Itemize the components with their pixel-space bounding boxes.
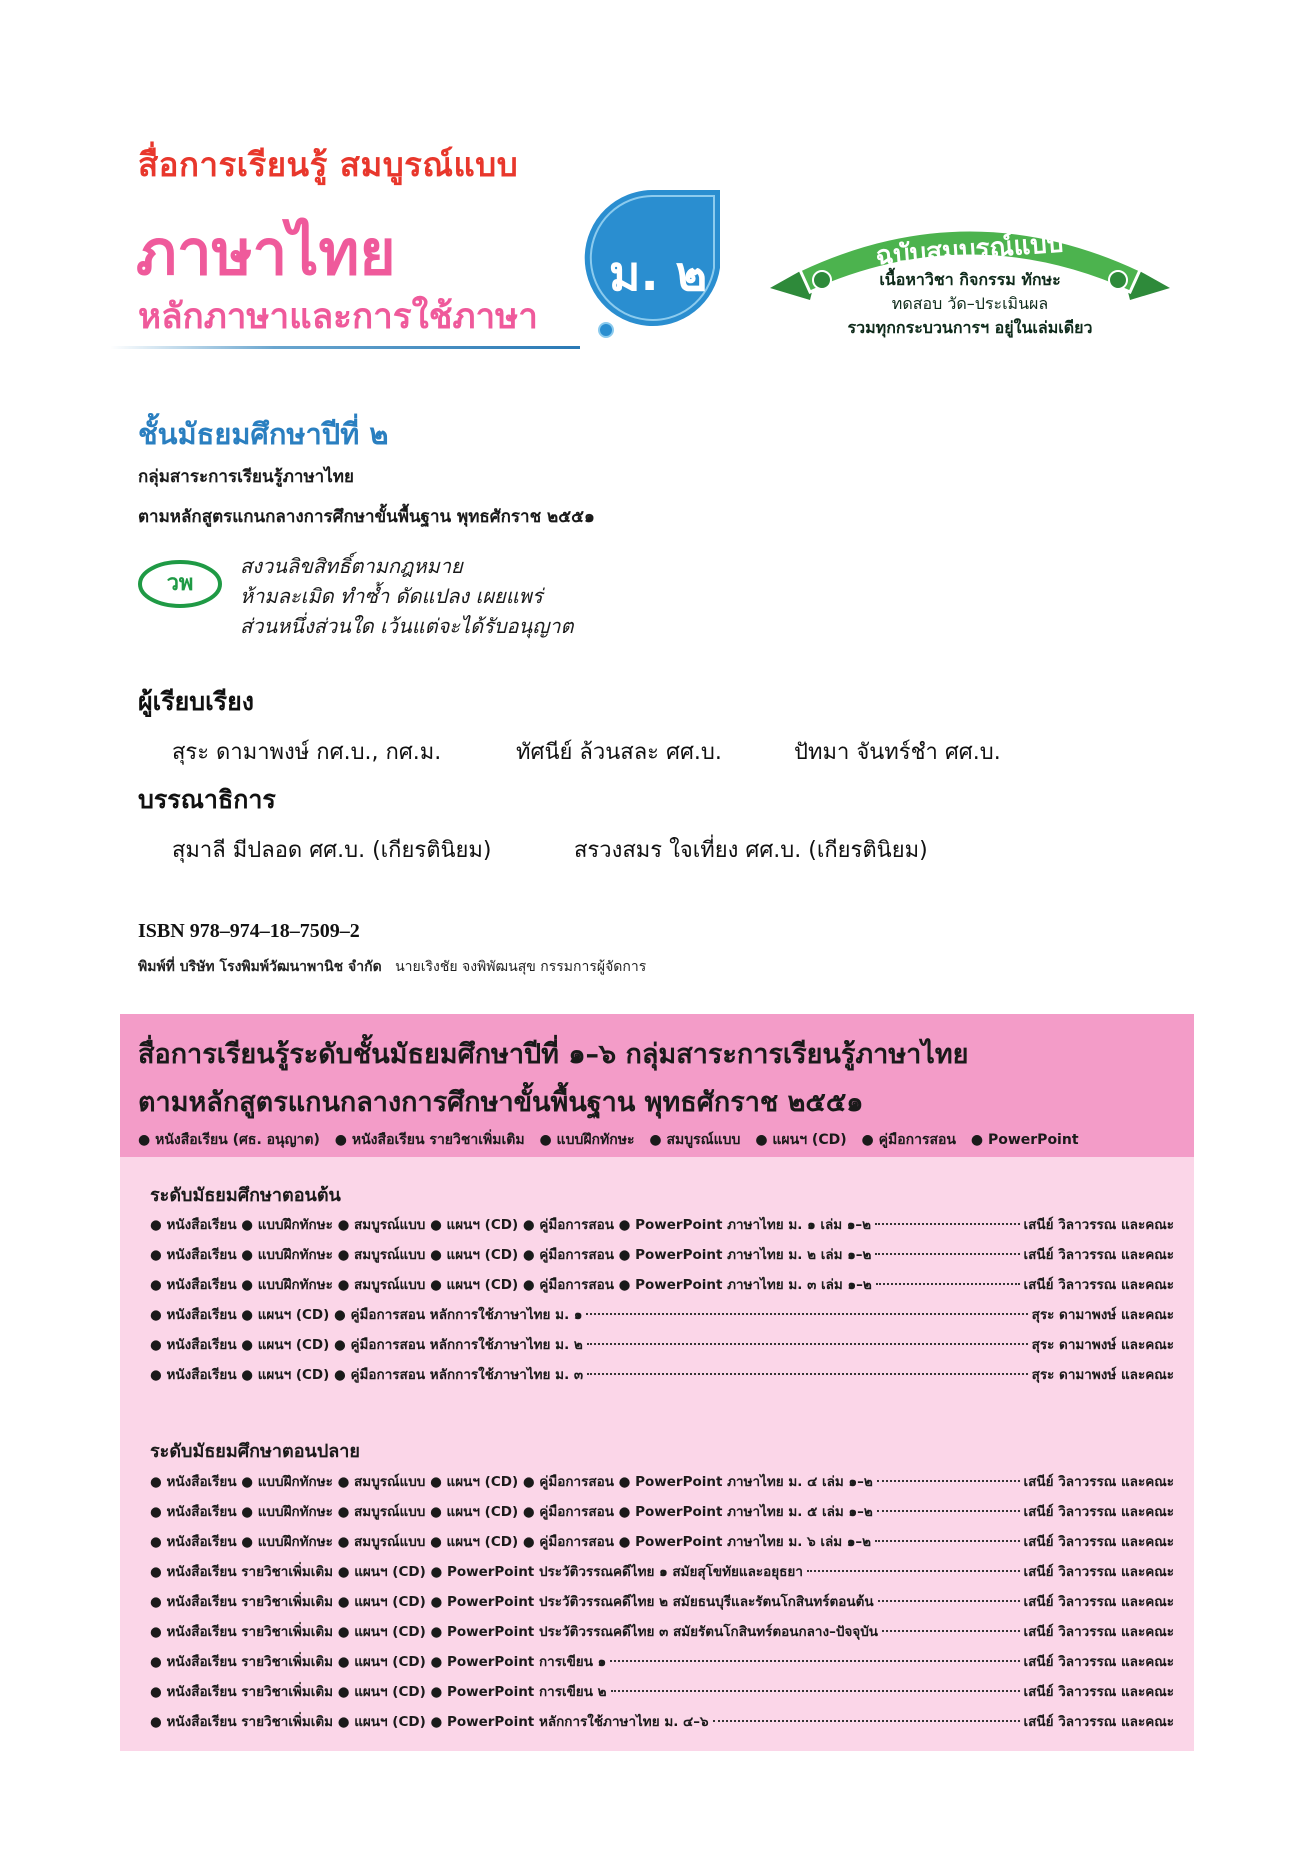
isbn: ISBN 978–974–18–7509–2 <box>138 920 360 942</box>
list-item-author: เสนีย์ วิลาวรรณ และคณะ <box>1023 1474 1174 1490</box>
list-item-desc: ● หนังสือเรียน รายวิชาเพิ่มเติม ● แผนฯ (CD) ● PowerPoint หลักการใช้ภาษาไทย ม. ๔–๖ <box>150 1714 709 1730</box>
list-item <box>150 1273 1174 1295</box>
edition-ribbon <box>760 200 1180 350</box>
type-item: ● แผนฯ (CD) <box>755 1132 847 1148</box>
list-item <box>150 1590 1174 1612</box>
list-item <box>150 1680 1174 1702</box>
ribbon-line-3: รวมทุกกระบวนการฯ อยู่ในเล่มเดียว <box>847 318 1093 337</box>
list-item-desc: ● หนังสือเรียน ● แบบฝึกทักษะ ● สมบูรณ์แบบ ● แผนฯ (CD) ● คู่มือการสอน ● PowerPoint ภาษาไทย ม. ๑ เล่ม ๑–๒ <box>150 1217 872 1233</box>
ribbon-title: ฉบับสมบูรณ์แบบ <box>874 228 1065 272</box>
printer-manager: นายเริงชัย จงพิพัฒนสุข กรรมการผู้จัดการ <box>395 959 647 975</box>
editor-name: สุมาลี มีปลอด ศศ.บ. (เกียรตินิยม) <box>172 838 492 863</box>
list-item <box>150 1333 1174 1355</box>
panel-title-line-2: ตามหลักสูตรแกนกลางการศึกษาขั้นพื้นฐาน พุทธศักราช ๒๕๕๑ <box>138 1087 864 1118</box>
series-tagline: สื่อการเรียนรู้ สมบูรณ์แบบ <box>138 145 519 184</box>
grade-badge-label: ม. ๒ <box>608 246 708 302</box>
printer-info <box>138 956 646 978</box>
learning-area: กลุ่มสาระการเรียนรู้ภาษาไทย <box>138 467 354 487</box>
list-item-desc: ● หนังสือเรียน รายวิชาเพิ่มเติม ● แผนฯ (CD) ● PowerPoint การเขียน ๒ <box>150 1684 607 1700</box>
list-item-desc: ● หนังสือเรียน ● แผนฯ (CD) ● คู่มือการสอน หลักการใช้ภาษาไทย ม. ๓ <box>150 1367 584 1383</box>
book-title: หลักภาษาและการใช้ภาษา <box>138 297 538 337</box>
list-item-author: เสนีย์ วิลาวรรณ และคณะ <box>1023 1714 1174 1730</box>
list-item-author: เสนีย์ วิลาวรรณ และคณะ <box>1023 1684 1174 1700</box>
copyright-line-2: ห้ามละเมิด ทำซ้ำ ดัดแปลง เผยแพร่ <box>240 584 543 608</box>
list-item-author: สุระ ดามาพงษ์ และคณะ <box>1031 1337 1174 1353</box>
upper-secondary-heading: ระดับมัธยมศึกษาตอนปลาย <box>150 1441 360 1462</box>
list-item-author: สุระ ดามาพงษ์ และคณะ <box>1031 1367 1174 1383</box>
publisher-logo-text: วพ <box>166 571 194 596</box>
list-item <box>150 1530 1174 1552</box>
type-item: ● หนังสือเรียน รายวิชาเพิ่มเติม <box>334 1132 525 1148</box>
author-name: สุระ ดามาพงษ์ กศ.บ., กศ.ม. <box>172 740 442 765</box>
list-item <box>150 1363 1174 1385</box>
list-item-author: เสนีย์ วิลาวรรณ และคณะ <box>1023 1504 1174 1520</box>
list-item <box>150 1560 1174 1582</box>
type-item: ● สมบูรณ์แบบ <box>649 1132 741 1148</box>
printer-name: พิมพ์ที่ บริษัท โรงพิมพ์วัฒนาพานิช จำกัด <box>138 959 382 975</box>
panel-type-list <box>138 1129 1089 1151</box>
copyright-line-3: ส่วนหนึ่งส่วนใด เว้นแต่จะได้รับอนุญาต <box>240 614 574 638</box>
panel-title-line-1: สื่อการเรียนรู้ระดับชั้นมัธยมศึกษาปีที่ ๑–๖ กลุ่มสาระการเรียนรู้ภาษาไทย <box>138 1039 969 1070</box>
list-item-author: เสนีย์ วิลาวรรณ และคณะ <box>1023 1247 1174 1263</box>
list-item-desc: ● หนังสือเรียน ● แผนฯ (CD) ● คู่มือการสอน หลักการใช้ภาษาไทย ม. ๑ <box>150 1307 583 1323</box>
list-item-author: เสนีย์ วิลาวรรณ และคณะ <box>1023 1217 1174 1233</box>
level-title: ชั้นมัธยมศึกษาปีที่ ๒ <box>138 417 389 451</box>
list-item-desc: ● หนังสือเรียน ● แผนฯ (CD) ● คู่มือการสอน หลักการใช้ภาษาไทย ม. ๒ <box>150 1337 583 1353</box>
curriculum: ตามหลักสูตรแกนกลางการศึกษาขั้นพื้นฐาน พุทธศักราช ๒๕๕๑ <box>138 507 595 527</box>
type-item: ● แบบฝึกทักษะ <box>539 1132 635 1148</box>
list-item-desc: ● หนังสือเรียน รายวิชาเพิ่มเติม ● แผนฯ (CD) ● PowerPoint ประวัติวรรณคดีไทย ๑ สมัยสุโขทัยและอยุธยา <box>150 1564 803 1580</box>
list-item-author: สุระ ดามาพงษ์ และคณะ <box>1031 1307 1174 1323</box>
list-item <box>150 1620 1174 1642</box>
publisher-logo <box>138 560 222 608</box>
list-item-author: เสนีย์ วิลาวรรณ และคณะ <box>1023 1594 1174 1610</box>
list-item-desc: ● หนังสือเรียน ● แบบฝึกทักษะ ● สมบูรณ์แบบ ● แผนฯ (CD) ● คู่มือการสอน ● PowerPoint ภาษาไทย ม. ๕ เล่ม ๑–๒ <box>150 1504 873 1520</box>
list-item <box>150 1470 1174 1492</box>
list-item-author: เสนีย์ วิลาวรรณ และคณะ <box>1023 1534 1174 1550</box>
type-item: ● คู่มือการสอน <box>861 1132 956 1148</box>
list-item <box>150 1243 1174 1265</box>
grade-badge-shape <box>572 182 732 346</box>
grade-badge <box>572 182 732 346</box>
ribbon-line-2: ทดสอบ วัด–ประเมินผล <box>891 294 1049 313</box>
list-item-desc: ● หนังสือเรียน รายวิชาเพิ่มเติม ● แผนฯ (CD) ● PowerPoint ประวัติวรรณคดีไทย ๒ สมัยธนบุรีและรัตนโกสินทร์ตอนต้น <box>150 1594 874 1610</box>
list-item-desc: ● หนังสือเรียน ● แบบฝึกทักษะ ● สมบูรณ์แบบ ● แผนฯ (CD) ● คู่มือการสอน ● PowerPoint ภาษาไทย ม. ๒ เล่ม ๑–๒ <box>150 1247 872 1263</box>
list-item-author: เสนีย์ วิลาวรรณ และคณะ <box>1023 1277 1174 1293</box>
list-item <box>150 1650 1174 1672</box>
editors-heading: บรรณาธิการ <box>138 785 276 814</box>
copyright-line-1: สงวนลิขสิทธิ์ตามกฎหมาย <box>240 554 463 578</box>
list-item <box>150 1303 1174 1325</box>
list-item <box>150 1500 1174 1522</box>
ribbon-line-1: เนื้อหาวิชา กิจกรรม ทักษะ <box>879 270 1061 289</box>
list-item-author: เสนีย์ วิลาวรรณ และคณะ <box>1023 1654 1174 1670</box>
author-name: ทัศนีย์ ล้วนสละ ศศ.บ. <box>516 740 722 765</box>
subject-title: ภาษาไทย <box>136 216 396 289</box>
type-item: ● PowerPoint <box>970 1132 1079 1148</box>
list-item-desc: ● หนังสือเรียน ● แบบฝึกทักษะ ● สมบูรณ์แบบ ● แผนฯ (CD) ● คู่มือการสอน ● PowerPoint ภาษาไทย ม. ๔ เล่ม ๑–๒ <box>150 1474 873 1490</box>
list-item-author: เสนีย์ วิลาวรรณ และคณะ <box>1023 1624 1174 1640</box>
type-item: ● หนังสือเรียน (ศธ. อนุญาต) <box>138 1132 320 1148</box>
list-item-desc: ● หนังสือเรียน รายวิชาเพิ่มเติม ● แผนฯ (CD) ● PowerPoint การเขียน ๑ <box>150 1654 607 1670</box>
list-item <box>150 1213 1174 1235</box>
list-item-author: เสนีย์ วิลาวรรณ และคณะ <box>1023 1564 1174 1580</box>
authors-heading: ผู้เรียบเรียง <box>138 687 254 716</box>
list-item-desc: ● หนังสือเรียน ● แบบฝึกทักษะ ● สมบูรณ์แบบ ● แผนฯ (CD) ● คู่มือการสอน ● PowerPoint ภาษาไทย ม. ๖ เล่ม ๑–๒ <box>150 1534 872 1550</box>
lower-secondary-heading: ระดับมัธยมศึกษาตอนต้น <box>150 1185 341 1206</box>
list-item <box>150 1710 1174 1732</box>
list-item-desc: ● หนังสือเรียน รายวิชาเพิ่มเติม ● แผนฯ (CD) ● PowerPoint ประวัติวรรณคดีไทย ๓ สมัยรัตนโกสินทร์ตอนกลาง–ปัจจุบัน <box>150 1624 879 1640</box>
title-underline <box>110 346 580 349</box>
editor-name: สรวงสมร ใจเที่ยง ศศ.บ. (เกียรตินิยม) <box>574 838 928 863</box>
list-item-desc: ● หนังสือเรียน ● แบบฝึกทักษะ ● สมบูรณ์แบบ ● แผนฯ (CD) ● คู่มือการสอน ● PowerPoint ภาษาไทย ม. ๓ เล่ม ๑–๒ <box>150 1277 872 1293</box>
author-name: ปัทมา จันทร์ชำ ศศ.บ. <box>794 740 1001 765</box>
